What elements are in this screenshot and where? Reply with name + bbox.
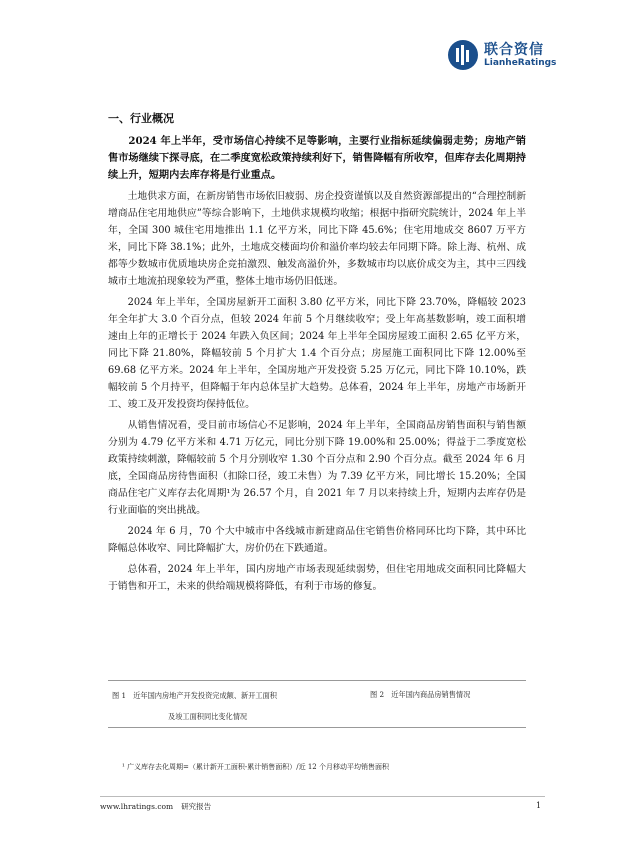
logo-chinese-name: 联合资信 xyxy=(484,41,544,58)
figure-1-caption-continued: 及竣工面积同比变化情况 xyxy=(168,712,248,721)
construction-paragraph: 2024 年上半年，全国房屋新开工面积 3.80 亿平方米，同比下降 23.70%，降幅较 2023 年全年扩大 3.0 个百分点，但较 2024 年前 5 个月继续收窄；受上年高基数影响，竣工面积增速由上年的正增长于 2024 年跌入负区间；2024 年上半年全国房屋竣工面积 2.65 亿平方米，同比下降 21.80%，降幅较前 5 个月扩大 1.4 个百分点；房屋施工面积同比下降 12.00%至 69.68 亿平方米。2024 年上半年，全国房地产开发投资 5.25 万亿元，同比下降 10.10%，跌幅较前 5 个月持平，但降幅于年内总体呈扩大趋势。总体看，2024 年上半年，房地产市场新开工、竣工及开发投资均保持低位。 xyxy=(108,297,526,410)
figure-1-caption: 图 1 近年国内房地产开发投资完成额、新开工面积 xyxy=(112,691,277,700)
conclusion-paragraph: 总体看，2024 年上半年，国内房地产市场表现延续弱势，但住宅用地成交面积同比降幅大于销售和开工，未来的供给端规模将降低，有利于市场的修复。 xyxy=(108,564,526,592)
figure-2-caption: 图 2 近年国内商品房销售情况 xyxy=(370,690,471,699)
footer-rule xyxy=(100,796,545,797)
report-body xyxy=(108,110,526,599)
price-paragraph: 2024 年 6 月，70 个大中城市中各线城市新建商品住宅销售价格同环比均下降，其中环比降幅总体收窄、同比降幅扩大，房价仍在下跌通道。 xyxy=(108,526,526,554)
figure-bottom-rule xyxy=(108,727,526,728)
figure-top-rule xyxy=(108,680,526,681)
brand-logo xyxy=(448,40,556,70)
logo-english-name: LianheRatings xyxy=(484,57,557,68)
footer-website-link[interactable]: www.lhratings.com xyxy=(100,802,174,811)
sales-paragraph: 从销售情况看，受目前市场信心不足影响，2024 年上半年，全国商品房销售面积与销售额分别为 4.79 亿平方米和 4.71 万亿元，同比分别下降 19.00%和 25.00%；得益于二季度宽松政策持续刺激，降幅较前 5 个月分别收窄 1.30 个百分点和 2.90 个百分点。截至 2024 年 6 月底，全国商品房待售面积（扣除口径，竣工未售）为 7.39 亿平方米，同比增长 15.20%；全国商品住宅广义库存去化周期¹为 26.57 个月，自 2021 年 7 月以来持续上升，短期内去库存仍是行业面临的突出挑战。 xyxy=(108,420,526,516)
summary-paragraph: 2024 年上半年，受市场信心持续不足等影响，主要行业指标延续偏弱走势；房地产销售市场继续下探寻底，在二季度宽松政策持续利好下，销售降幅有所收窄，但库存去化周期持续上升，短期内去库存将是行业重点。 xyxy=(108,135,526,181)
footnote: ¹ 广义库存去化周期=（累计新开工面积-累计销售面积）/近 12 个月移动平均销售面积 xyxy=(122,763,389,771)
page-number: 1 xyxy=(536,801,542,810)
land-supply-paragraph: 土地供求方面，在新房销售市场依旧疲弱、房企投资谨慎以及自然资源部提出的“合理控制新增商品住宅用地供应”等综合影响下，土地供求规模均收缩；根据中指研究院统计，2024 年上半年，全国 300 城住宅用地推出 1.1 亿平方米，同比下降 45.6%；住宅用地成交 8607 万平方米，同比下降 38.1%；此外，土地成交楼面均价和溢价率均较去年同期下降。除上海、杭州、成都等少数城市优质地块房企竞拍激烈、触发高溢价外，多数城市均以底价成交为主，其中三四线城市土地流拍现象较为严重，整体土地市场仍旧低迷。 xyxy=(108,191,526,287)
section-heading: 一、行业概况 xyxy=(108,112,174,125)
footer-label: 研究报告 xyxy=(181,802,212,811)
footer xyxy=(100,801,211,812)
lianhe-logo-icon xyxy=(448,40,478,70)
